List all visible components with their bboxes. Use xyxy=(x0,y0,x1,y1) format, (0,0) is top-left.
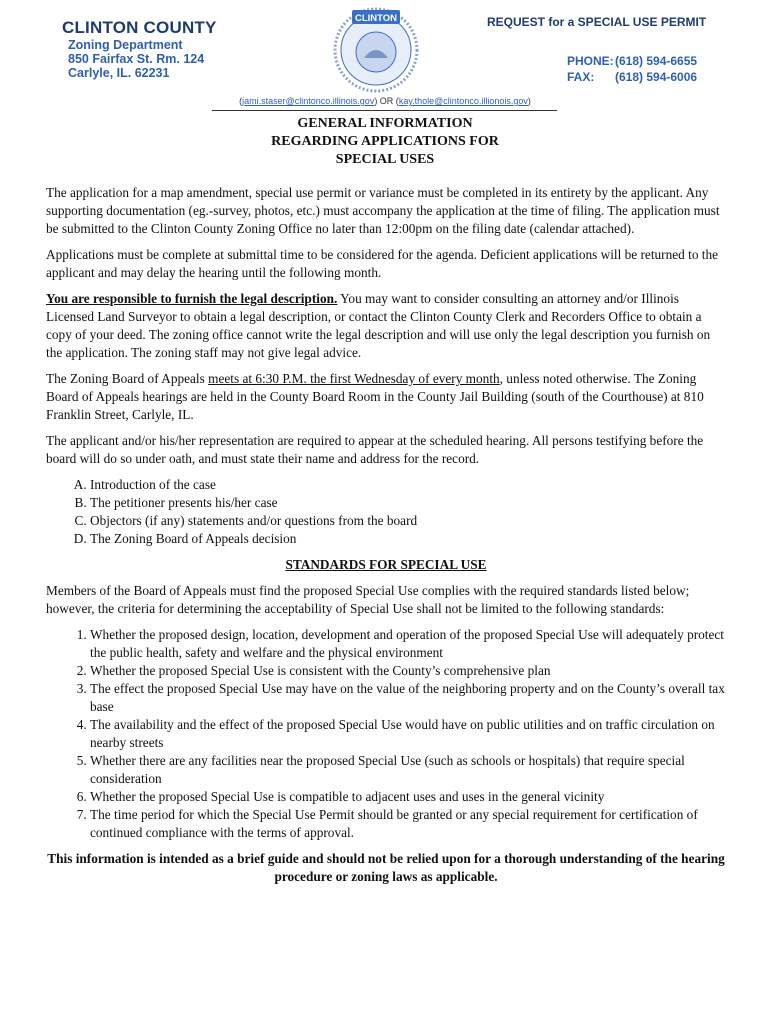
office-address-block xyxy=(62,18,217,81)
title-line-1: GENERAL INFORMATION xyxy=(297,116,473,131)
email-link-1[interactable]: jami.staser@clintonco.illinois.gov xyxy=(242,96,375,106)
fax-label: FAX: xyxy=(567,70,595,85)
email-contacts: (jami.staser@clintonco.illinois.gov) OR (kay.thole@clintonco.illionois.gov) xyxy=(239,96,531,106)
list-item: 5. Whether there are any facilities near the proposed Special Use (such as schools or hospitals) that require special consideration xyxy=(90,752,726,788)
paragraph-hearing: The applicant and/or his/her representation are required to appear at the scheduled hearing. All persons testifying before the board will do so under oath, and must state their name and address for the record. xyxy=(46,433,704,466)
list-item: B. The petitioner presents his/her case xyxy=(90,494,726,512)
list-item: 6. Whether the proposed Special Use is compatible to adjacent uses and uses in the general vicinity xyxy=(90,788,726,806)
list-item: 4. The availability and the effect of the proposed Special Use would have on public utilities and on traffic circulation on nearby streets xyxy=(90,716,726,752)
list-item: D. The Zoning Board of Appeals decision xyxy=(90,530,726,548)
list-item: 2. Whether the proposed Special Use is consistent with the County’s comprehensive plan xyxy=(90,662,726,680)
paragraph-completeness: Applications must be complete at submittal time to be considered for the agenda. Deficient applications will be returned to the applicant and may delay the hearing until the following month. xyxy=(46,247,719,280)
email-link-2[interactable]: kay.thole@clintonco.illionois.gov xyxy=(398,96,528,106)
header-divider xyxy=(212,110,557,111)
hearing-steps-list xyxy=(46,476,726,548)
paragraph-application: The application for a map amendment, special use permit or variance must be completed in its entirety by the applicant. Any supporting documentation (eg.-survey, photos, etc.) must accompany the application at the time of filing. The application must be submitted to the Clinton County Zoning Office no later than 12:00pm on the filing date (calendar attached). xyxy=(46,185,720,236)
address-line-2: Carlyle, IL. 62231 xyxy=(68,66,170,81)
department-name: Zoning Department xyxy=(68,37,183,52)
request-title: REQUEST for a SPECIAL USE PERMIT xyxy=(487,15,707,29)
paragraph-legal-description: You are responsible to furnish the legal description. You may want to consider consulting an attorney and/or Illinois Licensed Land Surveyor to obtain a legal description, or contact the Clinton County Clerk and Recorders Office to obtain a copy of your deed. The zoning office cannot write the legal description and will use only the legal description you furnish on the application. The zoning staff may not give legal advice. xyxy=(46,291,711,360)
seal-label: CLINTON xyxy=(354,13,398,24)
document-body xyxy=(46,184,726,886)
county-seal-icon xyxy=(330,2,422,94)
phone-label: PHONE: xyxy=(567,54,614,68)
title-line-3: SPECIAL USES xyxy=(335,152,435,168)
permit-header xyxy=(487,15,717,85)
fax-number: (618) 594-6006 xyxy=(615,70,698,85)
county-name: CLINTON COUNTY xyxy=(62,18,217,37)
list-item: C. Objectors (if any) statements and/or questions from the board xyxy=(90,512,726,530)
standards-list xyxy=(46,626,726,842)
paragraph-meetings: The Zoning Board of Appeals meets at 6:30 P.M. the first Wednesday of every month, unless noted otherwise. The Zoning Board of Appeals hearings are held in the County Board Room in the County Jail Building (south of the Courthouse) at 810 Franklin Street, Carlyle, IL. xyxy=(46,371,704,422)
standards-intro: Members of the Board of Appeals must find the proposed Special Use complies with the required standards listed below; however, the criteria for determining the acceptability of Special Use shall not be limited to the following standards: xyxy=(46,583,690,616)
meeting-schedule: meets at 6:30 P.M. the first Wednesday of every month xyxy=(208,371,500,386)
disclaimer-note: This information is intended as a brief guide and should not be relied upon for a thorough understanding of the hearing procedure or zoning laws as applicable. xyxy=(47,851,725,884)
list-item: 3. The effect the proposed Special Use may have on the value of the neighboring property and on the County’s overall tax base xyxy=(90,680,726,716)
address-line-1: 850 Fairfax St. Rm. 124 xyxy=(68,51,205,66)
document-title xyxy=(0,115,770,170)
phone-number: (618) 594-6655 xyxy=(615,54,698,68)
standards-heading: STANDARDS FOR SPECIAL USE xyxy=(285,557,487,572)
list-item: A. Introduction of the case xyxy=(90,476,726,494)
list-item: 1. Whether the proposed design, location, development and operation of the proposed Special Use will adequately protect the public health, safety and welfare and the physical environment xyxy=(90,626,726,662)
legal-description-notice: You are responsible to furnish the legal description. xyxy=(46,291,338,306)
list-item: 7. The time period for which the Special Use Permit should be granted or any special requirement for certification of continued compliance with the terms of approval. xyxy=(90,806,726,842)
contact-block xyxy=(567,53,717,85)
title-line-2: REGARDING APPLICATIONS FOR xyxy=(271,134,499,150)
